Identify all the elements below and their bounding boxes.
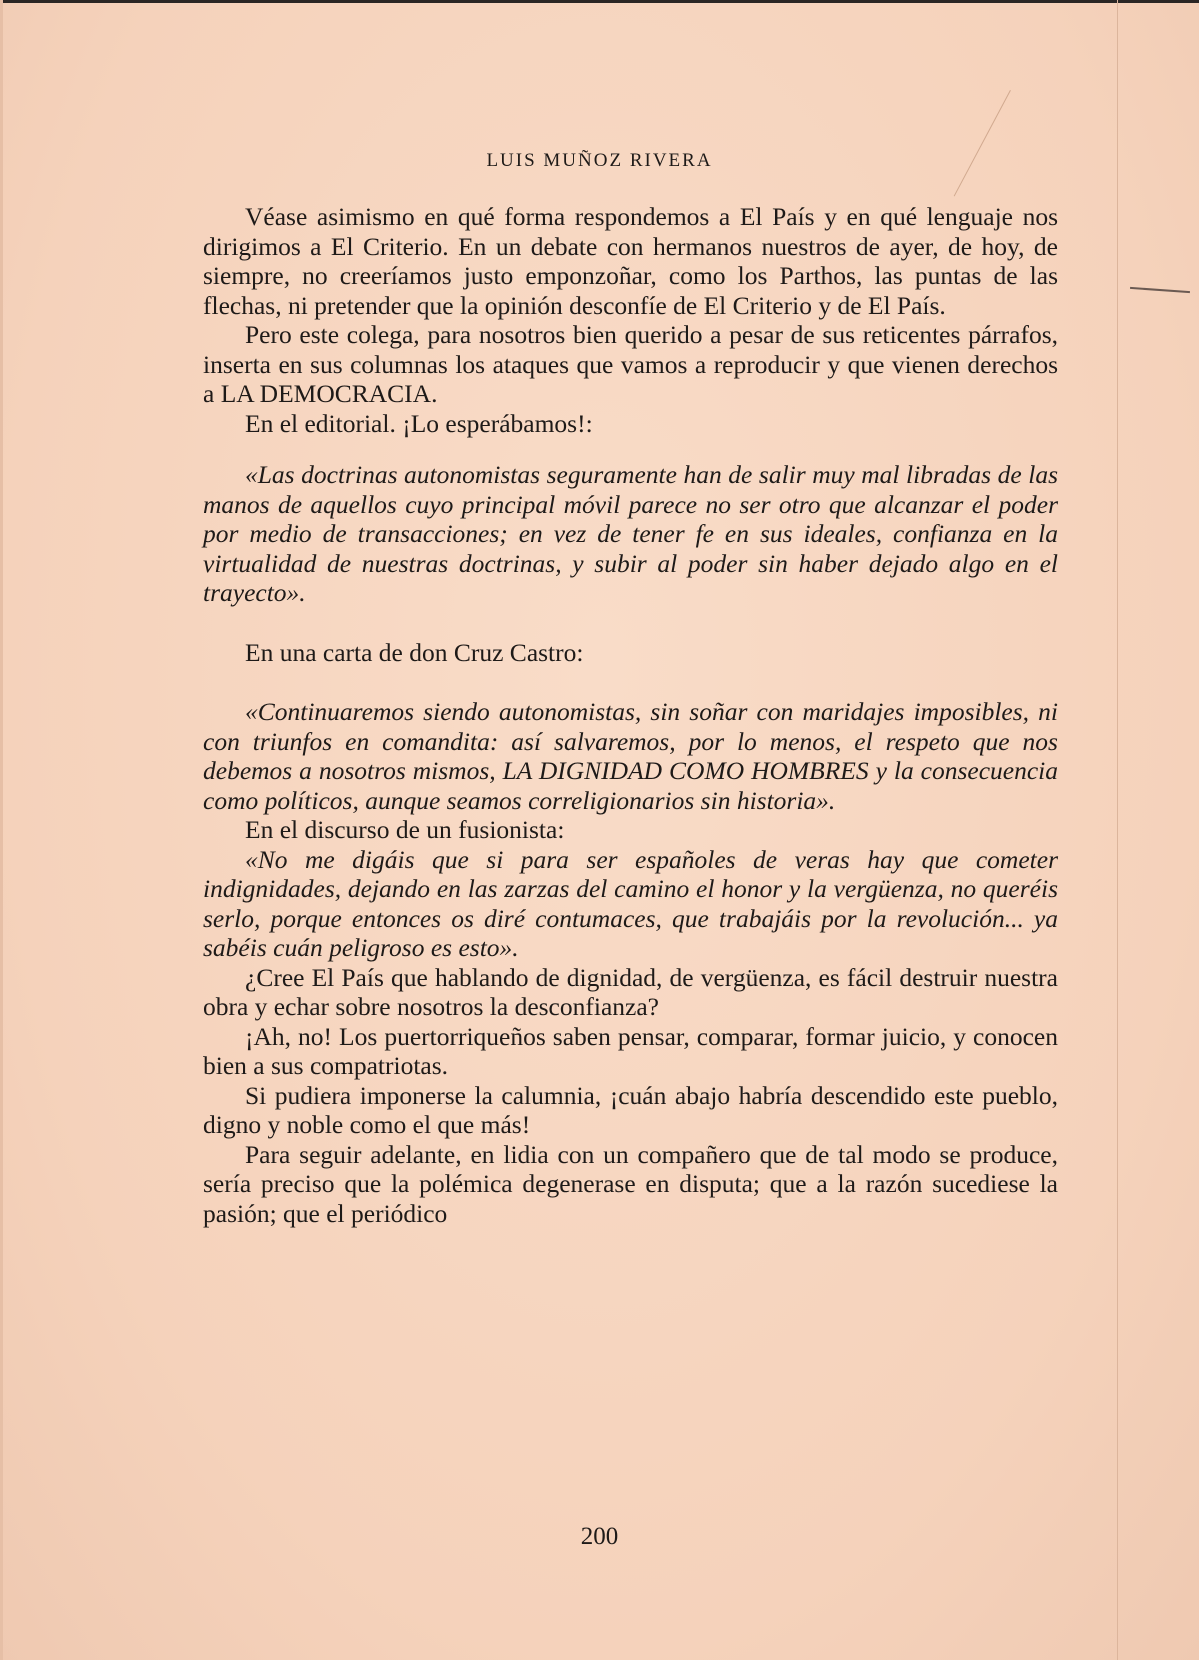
- paragraph: Para seguir adelante, en lidia con un compañero que de tal modo se produce, sería preciso que la polémica degenerase en disputa; que a la razón sucediese la pasión; que el periódico: [203, 1139, 1058, 1228]
- margin-pencil-mark: [1130, 287, 1190, 293]
- page-number: 200: [580, 1523, 619, 1550]
- paragraph: En el editorial. ¡Lo esperábamos!:: [245, 408, 593, 438]
- paragraph: Pero este colega, para nosotros bien querido a pesar de sus reticentes párrafos, inserta en sus columnas los ataques que vamos a reproducir y que vienen derechos a LA DEMOCRACIA.: [203, 320, 1058, 408]
- quote-paragraph: «Continuaremos siendo autonomistas, sin soñar con maridajes imposibles, ni con triunfos en comandita: así salvaremos, por lo menos, el respeto que nos debemos a nosotros mismos, LA DIGNIDAD COMO HOMBRES y la consecuencia como políticos, aunque seamos correligionarios sin historia».: [203, 697, 1058, 815]
- page-top-edge: [0, 0, 1199, 3]
- page-body: [203, 202, 1058, 1228]
- paragraph: En una carta de don Cruz Castro:: [245, 637, 584, 667]
- paper-crease: [954, 90, 1011, 196]
- paragraph: ¡Ah, no! Los puertorriqueños saben pensar, comparar, formar juicio, y conocen bien a sus compatriotas.: [203, 1021, 1058, 1080]
- paragraph: En el discurso de un fusionista:: [245, 815, 565, 844]
- quote-paragraph: «Las doctrinas autonomistas seguramente han de salir muy mal libradas de las manos de aquellos cuyo principal móvil parece no ser otro que alcanzar el poder por medio de transacciones; en vez de tener fe en sus ideales, confianza en la virtualidad de nuestras doctrinas, y subir al poder sin haber dejado algo en el trayecto».: [203, 460, 1058, 607]
- running-head: LUIS MUÑOZ RIVERA: [486, 150, 713, 171]
- paragraph: Si pudiera imponerse la calumnia, ¡cuán abajo habría descendido este pueblo, digno y noble como el que más!: [203, 1080, 1058, 1139]
- quote-paragraph: «No me digáis que si para ser españoles de veras hay que cometer indignidades, dejando en las zarzas del camino el honor y la vergüenza, no queréis serlo, porque entonces os diré contumaces, que trabajáis por la revolución... ya sabéis cuán peligroso es esto».: [203, 844, 1058, 962]
- paragraph: Véase asimismo en qué forma respondemos a El País y en qué lenguaje nos dirigimos a El Criterio. En un debate con hermanos nuestros de ayer, de hoy, de siempre, no creeríamos justo emponzoñar, como los Parthos, las puntas de las flechas, ni pretender que la opinión desconfíe de El Criterio y de El País.: [203, 202, 1058, 320]
- page-fold-line: [1117, 0, 1118, 1660]
- paragraph: ¿Cree El País que hablando de dignidad, de vergüenza, es fácil destruir nuestra obra y echar sobre nosotros la desconfianza?: [203, 962, 1058, 1021]
- page-left-edge: [0, 0, 3, 1660]
